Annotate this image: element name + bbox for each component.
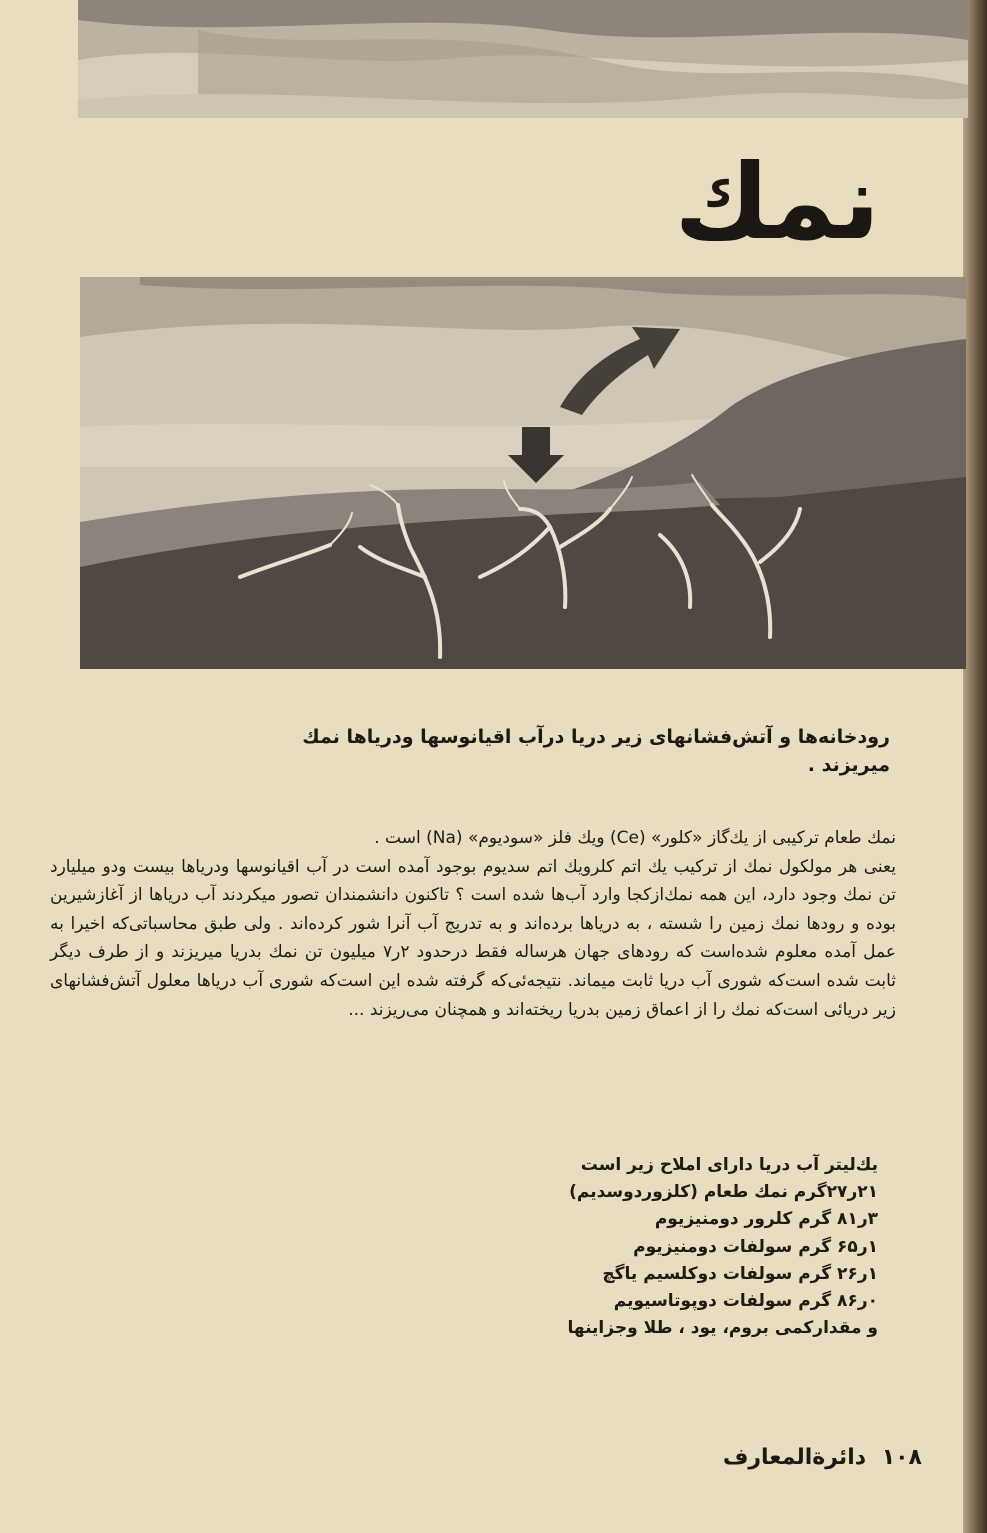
salt-list-item: ۲۱ر۲۷گرم نمك طعام (كلزوردوسدیم) [569, 1182, 878, 1203]
salt-list-item: ۱ر۲۶ گرم سولفات دوكلسیم یاگچ [602, 1263, 878, 1284]
rivers-illustration [80, 277, 966, 669]
salt-list-item: ۳ر۸۱ گرم كلرور دومنیزیوم [654, 1209, 878, 1230]
page-edge [963, 0, 987, 1533]
page-title: نمك [674, 141, 880, 263]
salt-list-item: و مقداركمی بروم، یود ، طلا وجزاینها [567, 1318, 878, 1339]
top-illustration [78, 0, 968, 118]
book-title: دائرةالمعارف [722, 1445, 867, 1470]
figure-caption: رودخانه‌ها و آتش‌فشانهای زیر دریا درآب اقیانوسها ودریاها نمك میریزند . [302, 726, 890, 776]
page-footer [680, 1442, 922, 1474]
salt-composition-list [300, 1152, 878, 1342]
paragraph-2: یعنی هر مولكول نمك از تركیب یك اتم كلرویك اتم سدیوم بوجود آمده است در آب اقیانوسها ودریاها بیست ودو میلیارد تن نمك وجود دارد، این همه نمك‌ازكجا وارد آب‌ها شده است ؟ تاكنون دانشمندان تصور میكردند آب دریاها از آغازشیرین بوده و رودها نمك زمین را شسته ، به دریاها برده‌اند و به تدریج آب آنرا شور كرده‌اند . ولی طبق محاسباتی‌كه اخیرا به عمل آمده معلوم شده‌است كه رودهای جهان هرساله فقط درحدود ۲ر۷ میلیون تن نمك بدریا میریزند و از طرف دیگر ثابت شده است‌كه شوری آب دریا ثابت میماند. نتیجه‌ئی‌كه گرفته شده این است‌كه شوری آب دریاها معلول آتش‌فشانهای زیر دریائی است‌كه نمك را از اعماق زمین بدریا ریخته‌اند و همچنان می‌ریزند ... [50, 856, 897, 1020]
salt-list-item: ۰ر۸۶ گرم سولفات دوپوتاسیویم [613, 1291, 878, 1312]
article-body [50, 824, 896, 1024]
paragraph-1: نمك طعام تركیبی از یك‌گاز «كلور» (Ce) ویك فلز «سودیوم» (Na) است . [374, 828, 896, 848]
salt-list-heading: یك‌لیتر آب دریا دارای املاح زیر است [580, 1155, 878, 1175]
page-number: ۱۰۸ [881, 1445, 922, 1470]
salt-list-item: ۱ر۶۵ گرم سولفات دومنیزیوم [633, 1236, 878, 1257]
